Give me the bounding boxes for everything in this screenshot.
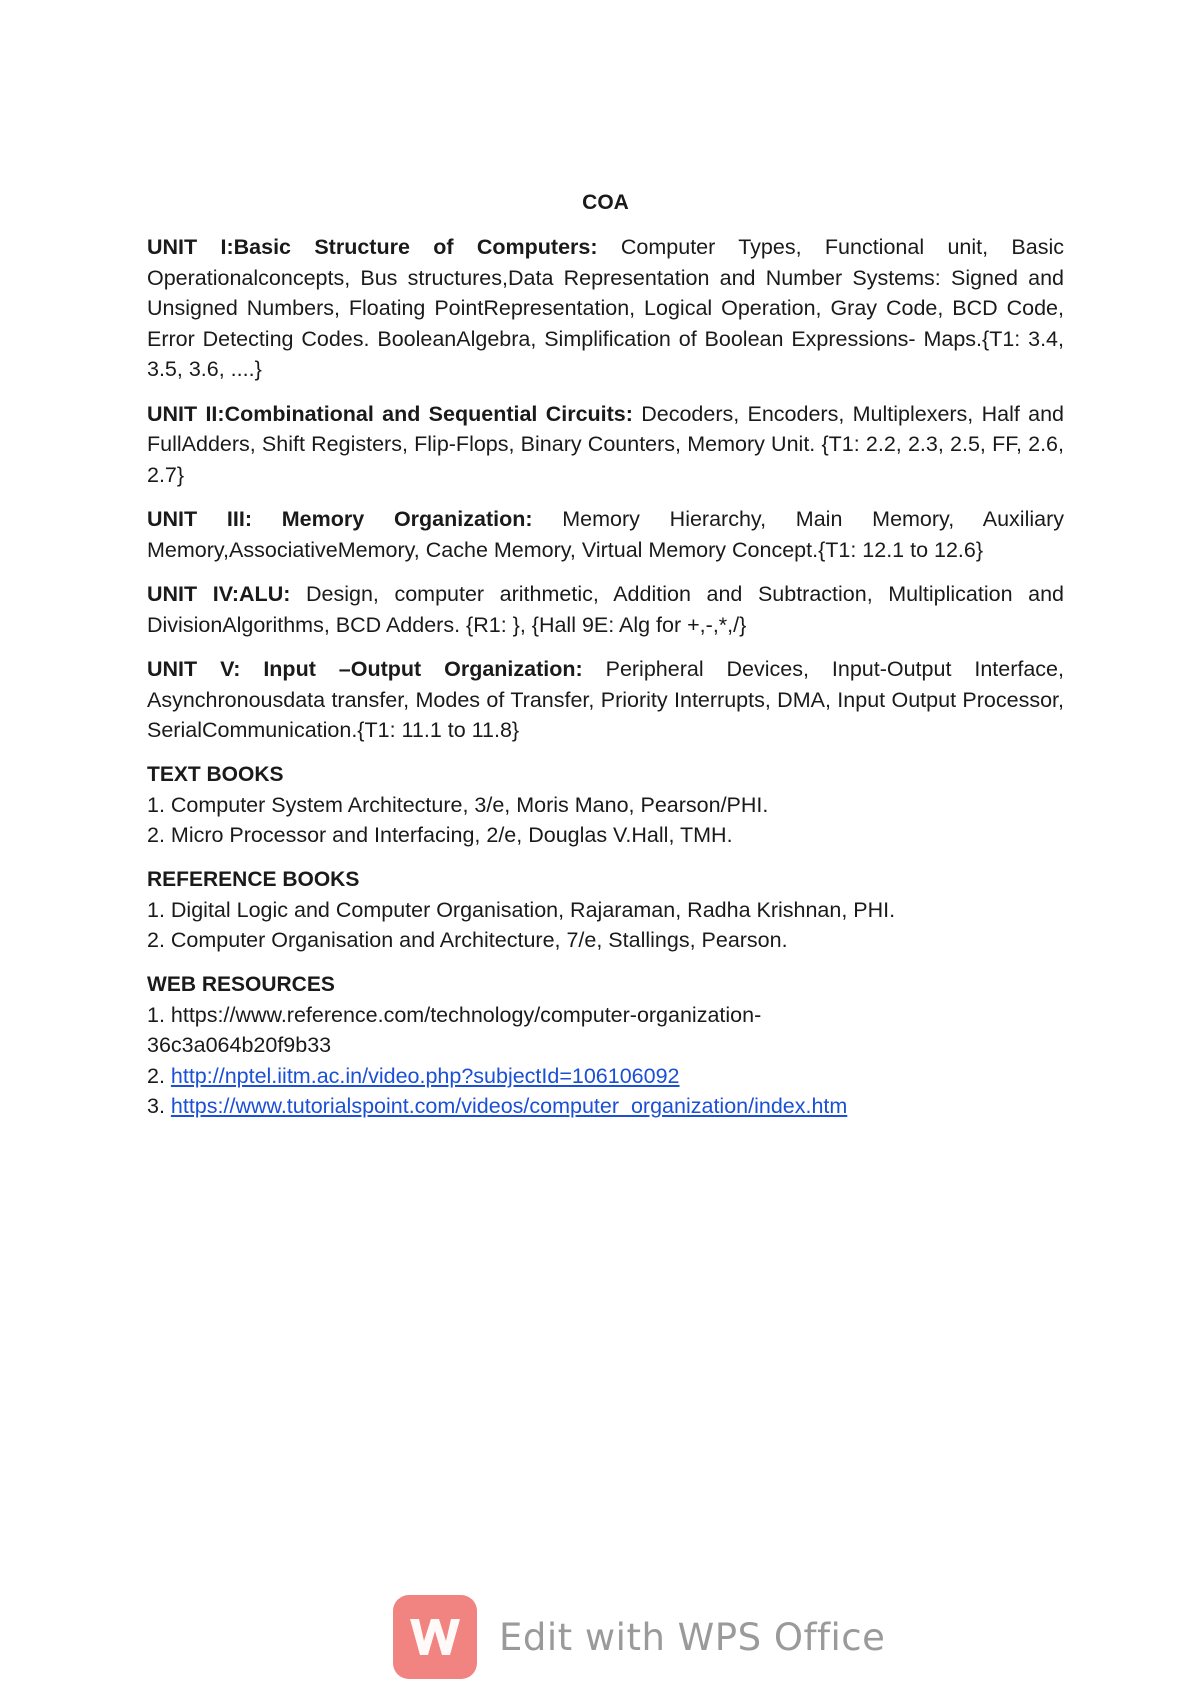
web-resource-item-1 bbox=[147, 1000, 1064, 1061]
unit-4-paragraph bbox=[147, 579, 1064, 640]
unit-4-body: Design, computer arithmetic, Addition and Subtraction, Multiplication and DivisionAlgorithms, BCD Adders. {R1: }, {Hall 9E: Alg for +,-,*,/} bbox=[147, 582, 1064, 637]
nptel-link[interactable]: http://nptel.iitm.ac.in/video.php?subjectId=106106092 bbox=[170, 1063, 680, 1088]
web-resources-list bbox=[147, 1000, 1064, 1122]
text-books-list bbox=[147, 790, 1064, 851]
wps-watermark-text: Edit with WPS Office bbox=[499, 1615, 886, 1659]
unit-5-body: Peripheral Devices, Input-Output Interface, Asynchronousdata transfer, Modes of Transfer, Priority Interrupts, DMA, Input Output Processor, SerialCommunication.{T1: 11.1 to 11.8} bbox=[147, 657, 1064, 742]
reference-book-item: 2. Computer Organisation and Architecture, 7/e, Stallings, Pearson. bbox=[147, 928, 788, 952]
web-resource-1-line2: 36c3a064b20f9b33 bbox=[147, 1033, 332, 1057]
web-resource-3-number: 3. bbox=[147, 1094, 171, 1118]
text-book-item: 1. Computer System Architecture, 3/e, Moris Mano, Pearson/PHI. bbox=[147, 792, 769, 817]
document-page bbox=[147, 188, 1064, 1136]
unit-2-body: Decoders, Encoders, Multiplexers, Half and FullAdders, Shift Registers, Flip-Flops, Binary Counters, Memory Unit. {T1: 2.2, 2.3, 2.5, FF, 2.6, 2.7} bbox=[147, 401, 1064, 487]
unit-5-paragraph bbox=[147, 654, 1064, 746]
web-resource-2-number: 2. bbox=[147, 1063, 171, 1088]
unit-3-body: Memory Hierarchy, Main Memory, Auxiliary Memory,AssociativeMemory, Cache Memory, Virtual Memory Concept.{T1: 12.1 to 12.6} bbox=[147, 507, 1064, 562]
text-book-item: 2. Micro Processor and Interfacing, 2/e, Douglas V.Hall, TMH. bbox=[147, 823, 733, 847]
tutorialspoint-link[interactable]: https://www.tutorialspoint.com/videos/computer_organization/index.htm bbox=[170, 1094, 848, 1118]
reference-books-list bbox=[147, 895, 1064, 956]
unit-4-heading: UNIT IV:ALU: bbox=[147, 582, 291, 606]
unit-1-body: Computer Types, Functional unit, Basic Operationalconcepts, Bus structures,Data Representation and Number Systems: Signed and Unsigned Numbers, Floating PointRepresentation, Logical Operation, Gray Code, BCD Code, Error Detecting Codes. BooleanAlgebra, Simplification of Boolean Expressions- Maps.{T1: 3.4, 3.5, 3.6, ....} bbox=[147, 235, 1064, 381]
text-books-heading: TEXT BOOKS bbox=[147, 762, 284, 786]
wps-watermark[interactable] bbox=[393, 1595, 885, 1679]
reference-book-item: 1. Digital Logic and Computer Organisation, Rajaraman, Radha Krishnan, PHI. bbox=[147, 897, 896, 922]
unit-2-heading: UNIT II:Combinational and Sequential Circuits: bbox=[147, 401, 633, 426]
unit-5-heading: UNIT V: Input –Output Organization: bbox=[147, 657, 583, 681]
unit-1-paragraph bbox=[147, 232, 1064, 385]
unit-1-heading: UNIT I:Basic Structure of Computers: bbox=[147, 235, 598, 259]
web-resource-item-3 bbox=[147, 1091, 1064, 1122]
web-resource-1-line1: 1. https://www.reference.com/technology/computer-organization- bbox=[147, 1002, 762, 1027]
reference-books-heading: REFERENCE BOOKS bbox=[147, 867, 360, 891]
unit-3-heading: UNIT III: Memory Organization: bbox=[147, 507, 533, 531]
document-title: COA bbox=[582, 191, 629, 214]
web-resources-heading: WEB RESOURCES bbox=[147, 972, 335, 996]
unit-2-paragraph bbox=[147, 399, 1064, 491]
unit-3-paragraph bbox=[147, 504, 1064, 565]
wps-logo-icon bbox=[393, 1595, 477, 1679]
web-resource-item-2 bbox=[147, 1061, 1064, 1092]
